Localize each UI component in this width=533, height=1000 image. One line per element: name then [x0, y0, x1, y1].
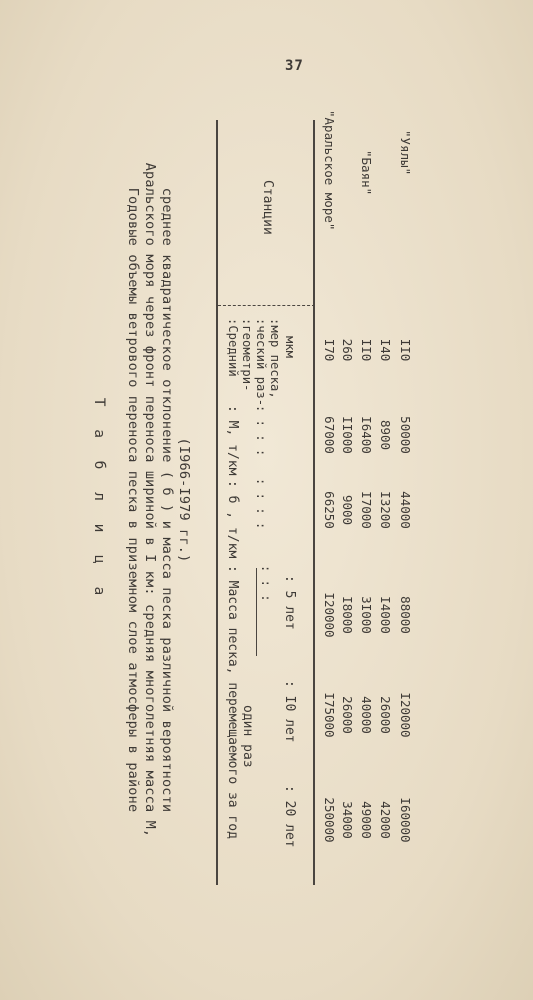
row-2-sd: 9000	[340, 494, 355, 526]
row-5-5-years: 88000	[398, 596, 413, 634]
header-colons-b: : : : :	[254, 478, 268, 530]
row-1-20-years: 250000	[322, 797, 337, 843]
row-4-20-years: 42000	[378, 801, 393, 839]
row-5-mean: 50000	[398, 416, 413, 454]
row-5-10-years: I20000	[398, 692, 413, 738]
row-4-mean: 8900	[378, 419, 393, 451]
header-diameter-line-2: :геометри-	[240, 318, 254, 392]
row-4-sd: I3200	[378, 491, 393, 529]
mass-group-rule	[256, 568, 257, 656]
row-1-station: "Аральское море"	[322, 110, 337, 231]
header-diameter-line-1: :Средний	[226, 318, 240, 377]
header-10-years: : I0 лет	[282, 680, 297, 743]
header-diameter-unit: мкм	[283, 336, 297, 359]
row-5-station: "Уялы"	[398, 130, 413, 176]
row-3-5-years: 3I000	[359, 596, 374, 634]
header-diameter-line-4: :мер песка,	[268, 318, 282, 399]
row-2-diameter: 260	[340, 338, 355, 362]
row-2-20-years: 34000	[340, 801, 355, 839]
row-5-20-years: I60000	[398, 797, 413, 843]
row-4-diameter: I40	[378, 338, 393, 362]
header-mass-group-once: один раз	[240, 705, 255, 768]
header-mass-group: : Масса песка, перемещаемого за год	[225, 565, 240, 839]
header-std-dev: : б , т/км	[225, 480, 240, 559]
row-2-mean: II000	[340, 416, 355, 454]
row-1-sd: 66250	[322, 491, 337, 529]
station-column-divider	[218, 305, 315, 306]
row-1-10-years: I75000	[322, 692, 337, 738]
row-1-5-years: I20000	[322, 592, 337, 638]
row-3-diameter: II0	[359, 338, 374, 362]
row-3-10-years: 40000	[359, 696, 374, 734]
row-1-mean: 67000	[322, 416, 337, 454]
caption-line-3: среднее квадратическое отклонение ( б ) и масса песка различной вероятности	[159, 187, 175, 813]
caption-line-2: Аральского моря через фронт переноса шириной в I км: средняя многолетняя масса М,	[142, 162, 158, 838]
caption-line-1: Годовые объемы ветрового переноса песка в приземном слое атмосферы в районе	[125, 187, 141, 813]
header-station: Станции	[260, 180, 275, 235]
row-5-sd: 44000	[398, 491, 413, 529]
row-3-sd: I7000	[359, 491, 374, 529]
header-colons-a: : : : :	[254, 405, 268, 457]
row-2-10-years: 26000	[340, 696, 355, 734]
header-diameter-line-3: :ческий раз-	[254, 318, 268, 407]
row-5-diameter: II0	[398, 338, 413, 362]
row-3-station: "Баян"	[359, 150, 374, 196]
row-3-mean: I6400	[359, 416, 374, 454]
table-title: Т а б л и ц а	[91, 397, 107, 603]
header-mean-mass: : М, т/км	[225, 405, 240, 476]
header-bottom-rule	[313, 120, 315, 885]
row-4-5-years: I4000	[378, 596, 393, 634]
row-2-5-years: I8000	[340, 596, 355, 634]
page-number: 37	[285, 58, 304, 74]
caption-line-4: (I966-I979 гг.)	[176, 437, 192, 563]
table-top-rule	[216, 120, 218, 885]
row-4-10-years: 26000	[378, 696, 393, 734]
header-colons-c: : : :	[259, 565, 273, 602]
header-5-years: : 5 лет	[282, 575, 297, 630]
header-20-years: : 20 лет	[282, 785, 297, 848]
row-1-diameter: I70	[322, 338, 337, 362]
row-3-20-years: 49000	[359, 801, 374, 839]
